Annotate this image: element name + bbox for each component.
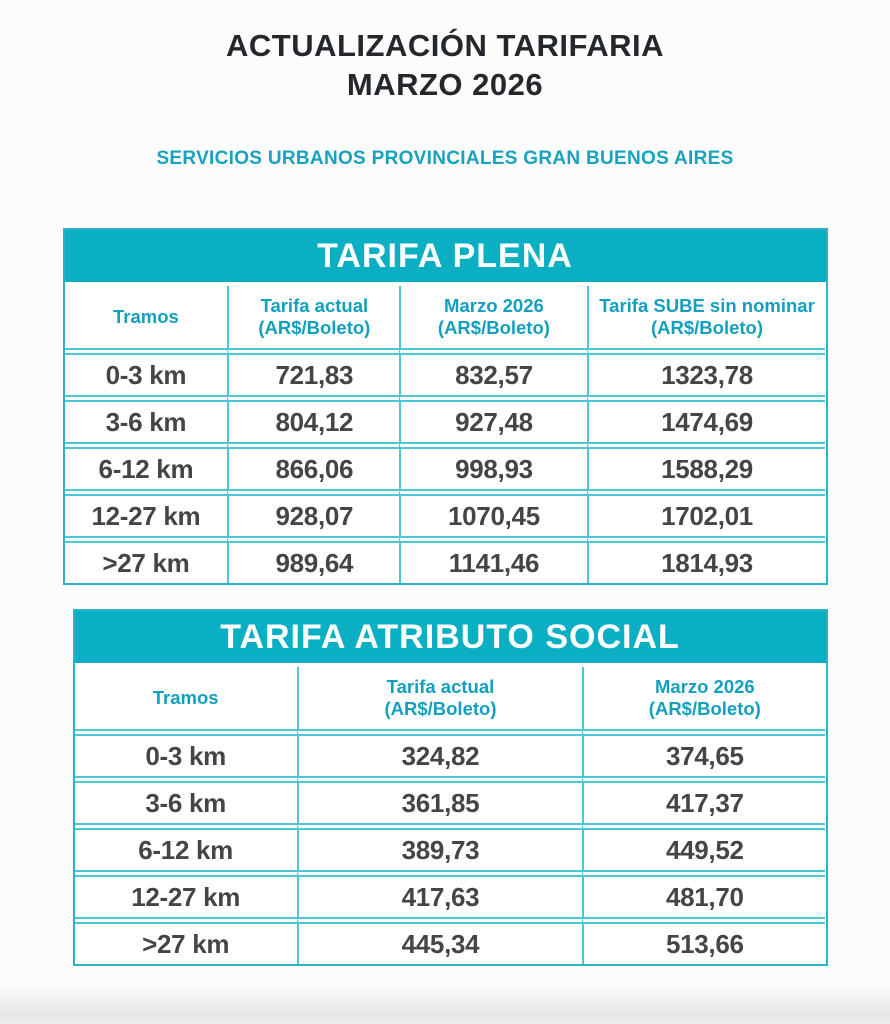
value-cell: 866,06 [227,442,399,489]
value-cell: 1070,45 [399,489,586,536]
value-cell: 927,48 [399,395,586,442]
page-subtitle: SERVICIOS URBANOS PROVINCIALES GRAN BUENOS AIRES [156,148,734,169]
table-title: TARIFA ATRIBUTO SOCIAL [220,617,680,656]
row-label-cell: >27 km [65,536,228,583]
value-cell: 1588,29 [587,442,826,489]
value-cell: 361,85 [297,776,582,823]
value-cell: 449,52 [582,823,825,870]
main-title-line1: ACTUALIZACIÓN TARIFARIA [226,28,664,63]
table-title-banner [75,611,826,667]
bottom-shade [0,984,890,1024]
main-title-line2: MARZO 2026 [346,67,544,102]
value-cell: 417,63 [297,870,582,917]
value-cell: 324,82 [297,729,582,776]
tarifa-plena-table [63,228,828,585]
value-cell: 389,73 [297,823,582,870]
row-label-cell: 12-27 km [65,489,228,536]
column-header: Tramos [152,687,219,708]
row-label-cell: 6-12 km [65,442,228,489]
value-cell: 445,34 [297,917,582,964]
table-title-banner [65,230,826,286]
row-label-cell: 12-27 km [75,870,297,917]
row-label-cell: 3-6 km [65,395,228,442]
value-cell: 1141,46 [399,536,586,583]
value-cell: 804,12 [227,395,399,442]
value-cell: 1702,01 [587,489,826,536]
table-grid [65,286,826,583]
column-header: Marzo 2026 (AR$/Boleto) [582,667,825,729]
column-header: Tarifa SUBE sin nominar (AR$/Boleto) [587,286,826,348]
row-label-cell: 3-6 km [75,776,297,823]
value-cell: 513,66 [582,917,825,964]
column-header: Tarifa actual (AR$/Boleto) [227,286,399,348]
row-label-cell: 0-3 km [75,729,297,776]
value-cell: 998,93 [399,442,586,489]
value-cell: 1323,78 [587,348,826,395]
column-header: Tramos [113,306,179,327]
row-label-cell: >27 km [75,917,297,964]
value-cell: 832,57 [399,348,586,395]
value-cell: 989,64 [227,536,399,583]
value-cell: 721,83 [227,348,399,395]
tarifa-atributo-social-table [73,609,828,966]
row-label-cell: 6-12 km [75,823,297,870]
value-cell: 481,70 [582,870,825,917]
column-header: Marzo 2026 (AR$/Boleto) [399,286,586,348]
value-cell: 417,37 [582,776,825,823]
page [63,0,828,966]
value-cell: 928,07 [227,489,399,536]
table-title: TARIFA PLENA [317,236,573,275]
value-cell: 1814,93 [587,536,826,583]
table-grid [75,667,826,964]
value-cell: 374,65 [582,729,825,776]
row-label-cell: 0-3 km [65,348,228,395]
value-cell: 1474,69 [587,395,826,442]
column-header: Tarifa actual (AR$/Boleto) [297,667,582,729]
